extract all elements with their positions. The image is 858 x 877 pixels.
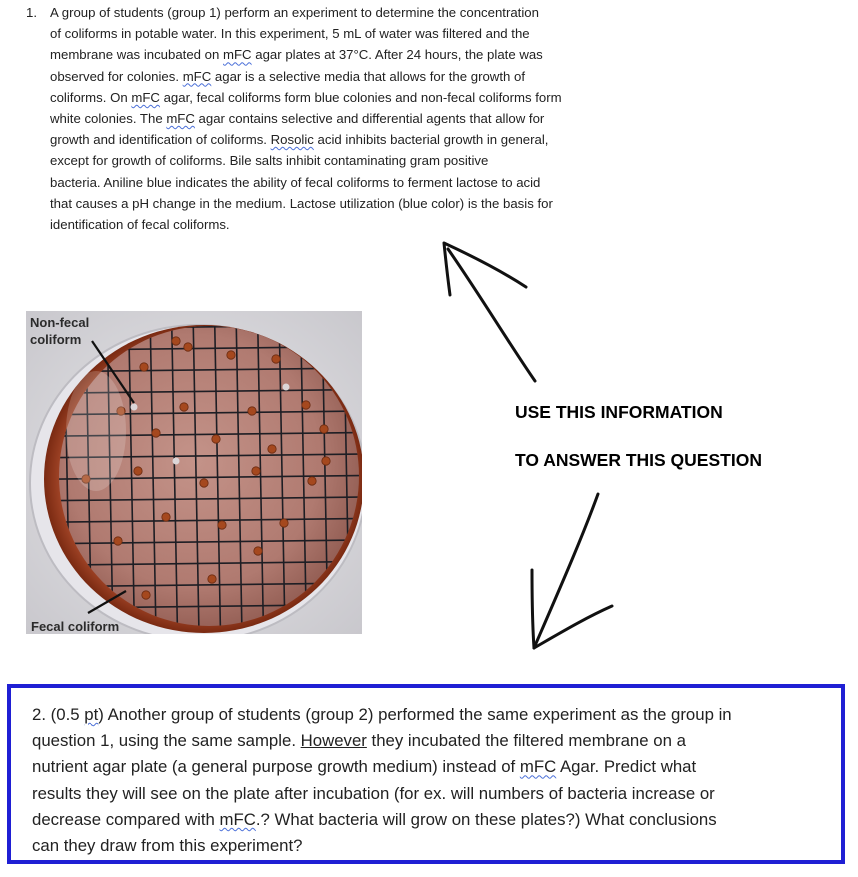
question-1-line: [50, 108, 636, 129]
question-2-text-segment: .? What bacteria will grow on these plates?) What conclusions: [255, 809, 717, 829]
question-1-text-segment: membrane was incubated on: [50, 47, 224, 63]
fecal-coliform-label: Fecal coliform: [31, 619, 120, 634]
question-1-line: [50, 129, 636, 150]
question-1-text-segment: white colonies. The: [50, 111, 167, 127]
non-fecal-label-line2: coliform: [30, 332, 82, 347]
question-1-text-segment: A group of students (group 1) perform an experiment to determine the concentration: [50, 5, 539, 20]
question-2-text-segment: they incubated the filtered membrane on a: [366, 731, 686, 751]
question-2-text-segment: 2. (0.5: [32, 705, 85, 724]
arrow-down-icon: [520, 488, 630, 658]
question-1-text-segment: agar is a selective media that allows for the growth of: [211, 68, 525, 84]
question-1-text-segment: bacteria. Aniline blue indicates the ability of fecal coliforms to ferment lactose to acid: [50, 174, 541, 190]
question-2-line: [32, 728, 832, 754]
question-1-text-segment: mFC: [223, 47, 252, 63]
petri-dish-photo: [26, 311, 362, 634]
question-1-text-segment: mFC: [131, 89, 160, 105]
question-2-text-segment: However: [300, 731, 367, 751]
non-fecal-coliform-label: [30, 314, 89, 348]
question-1-line: [50, 2, 636, 23]
question-1-text-segment: mFC: [182, 68, 212, 84]
question-1-line: [50, 150, 636, 171]
petri-dish-image: [26, 311, 362, 634]
question-2-box: [7, 684, 845, 864]
use-this-information-text: USE THIS INFORMATION: [515, 402, 723, 422]
question-2-text-segment: pt: [84, 705, 99, 724]
question-1-text-segment: Rosolic: [270, 132, 314, 148]
question-1-line: [50, 214, 636, 235]
question-2-line: [32, 781, 832, 807]
question-1-text-segment: identification of fecal coliforms.: [50, 217, 230, 233]
question-1-line: [50, 44, 636, 65]
question-1-text-segment: that causes a pH change in the medium. Lactose utilization (blue color) is the basis for: [50, 195, 553, 211]
question-2-text: [32, 702, 832, 859]
question-1-text-segment: of coliforms in potable water. In this experiment, 5 mL of water was filtered and the: [50, 26, 530, 42]
question-1-text-segment: agar, fecal coliforms form blue colonies and non-fecal coliforms form: [159, 89, 562, 105]
question-2-text-segment: decrease compared with: [32, 809, 220, 829]
question-1-number: 1.: [26, 5, 37, 20]
question-2-line: [32, 833, 832, 859]
question-1-text-segment: except for growth of coliforms. Bile salts inhibit contaminating gram positive: [50, 153, 489, 169]
question-2-text-segment: ) Another group of students (group 2) performed the same experiment as the group in: [98, 705, 732, 724]
question-2-text-segment: mFC: [519, 757, 557, 777]
question-1-line: [50, 87, 636, 108]
question-2-line: [32, 754, 832, 780]
question-2-text-segment: Agar. Predict what: [556, 757, 697, 777]
to-answer-this-question-text: TO ANSWER THIS QUESTION: [515, 450, 762, 470]
question-2-line: [32, 807, 832, 833]
question-1-line: [50, 172, 636, 193]
question-1-text-segment: mFC: [166, 111, 195, 127]
question-2-text-segment: nutrient agar plate (a general purpose growth medium) instead of: [32, 757, 520, 777]
question-1-text-segment: coliforms. On: [50, 89, 132, 105]
question-1-line: [50, 23, 636, 44]
question-1-text-segment: observed for colonies.: [50, 68, 183, 84]
question-2-text-segment: question 1, using the same sample.: [32, 731, 301, 751]
question-1-text-segment: agar contains selective and differential agents that allow for: [194, 111, 545, 127]
question-1: [26, 2, 636, 235]
question-1-text-segment: agar plates at 37°C. After 24 hours, the plate was: [251, 47, 543, 63]
question-1-line: [50, 193, 636, 214]
non-fecal-label-line1: Non-fecal: [30, 315, 90, 330]
question-1-line: [50, 66, 636, 87]
question-2-text-segment: results they will see on the plate after incubation (for ex. will numbers of bacteria increase or: [32, 783, 715, 803]
question-1-text: [50, 2, 636, 235]
question-2-text-segment: mFC: [219, 809, 256, 829]
question-1-text-segment: acid inhibits bacterial growth in general,: [313, 132, 549, 148]
arrow-up-icon: [430, 235, 540, 385]
question-2-line: [32, 702, 832, 728]
question-2-text-segment: can they draw from this experiment?: [32, 836, 303, 856]
question-1-text-segment: growth and identification of coliforms.: [50, 132, 271, 148]
